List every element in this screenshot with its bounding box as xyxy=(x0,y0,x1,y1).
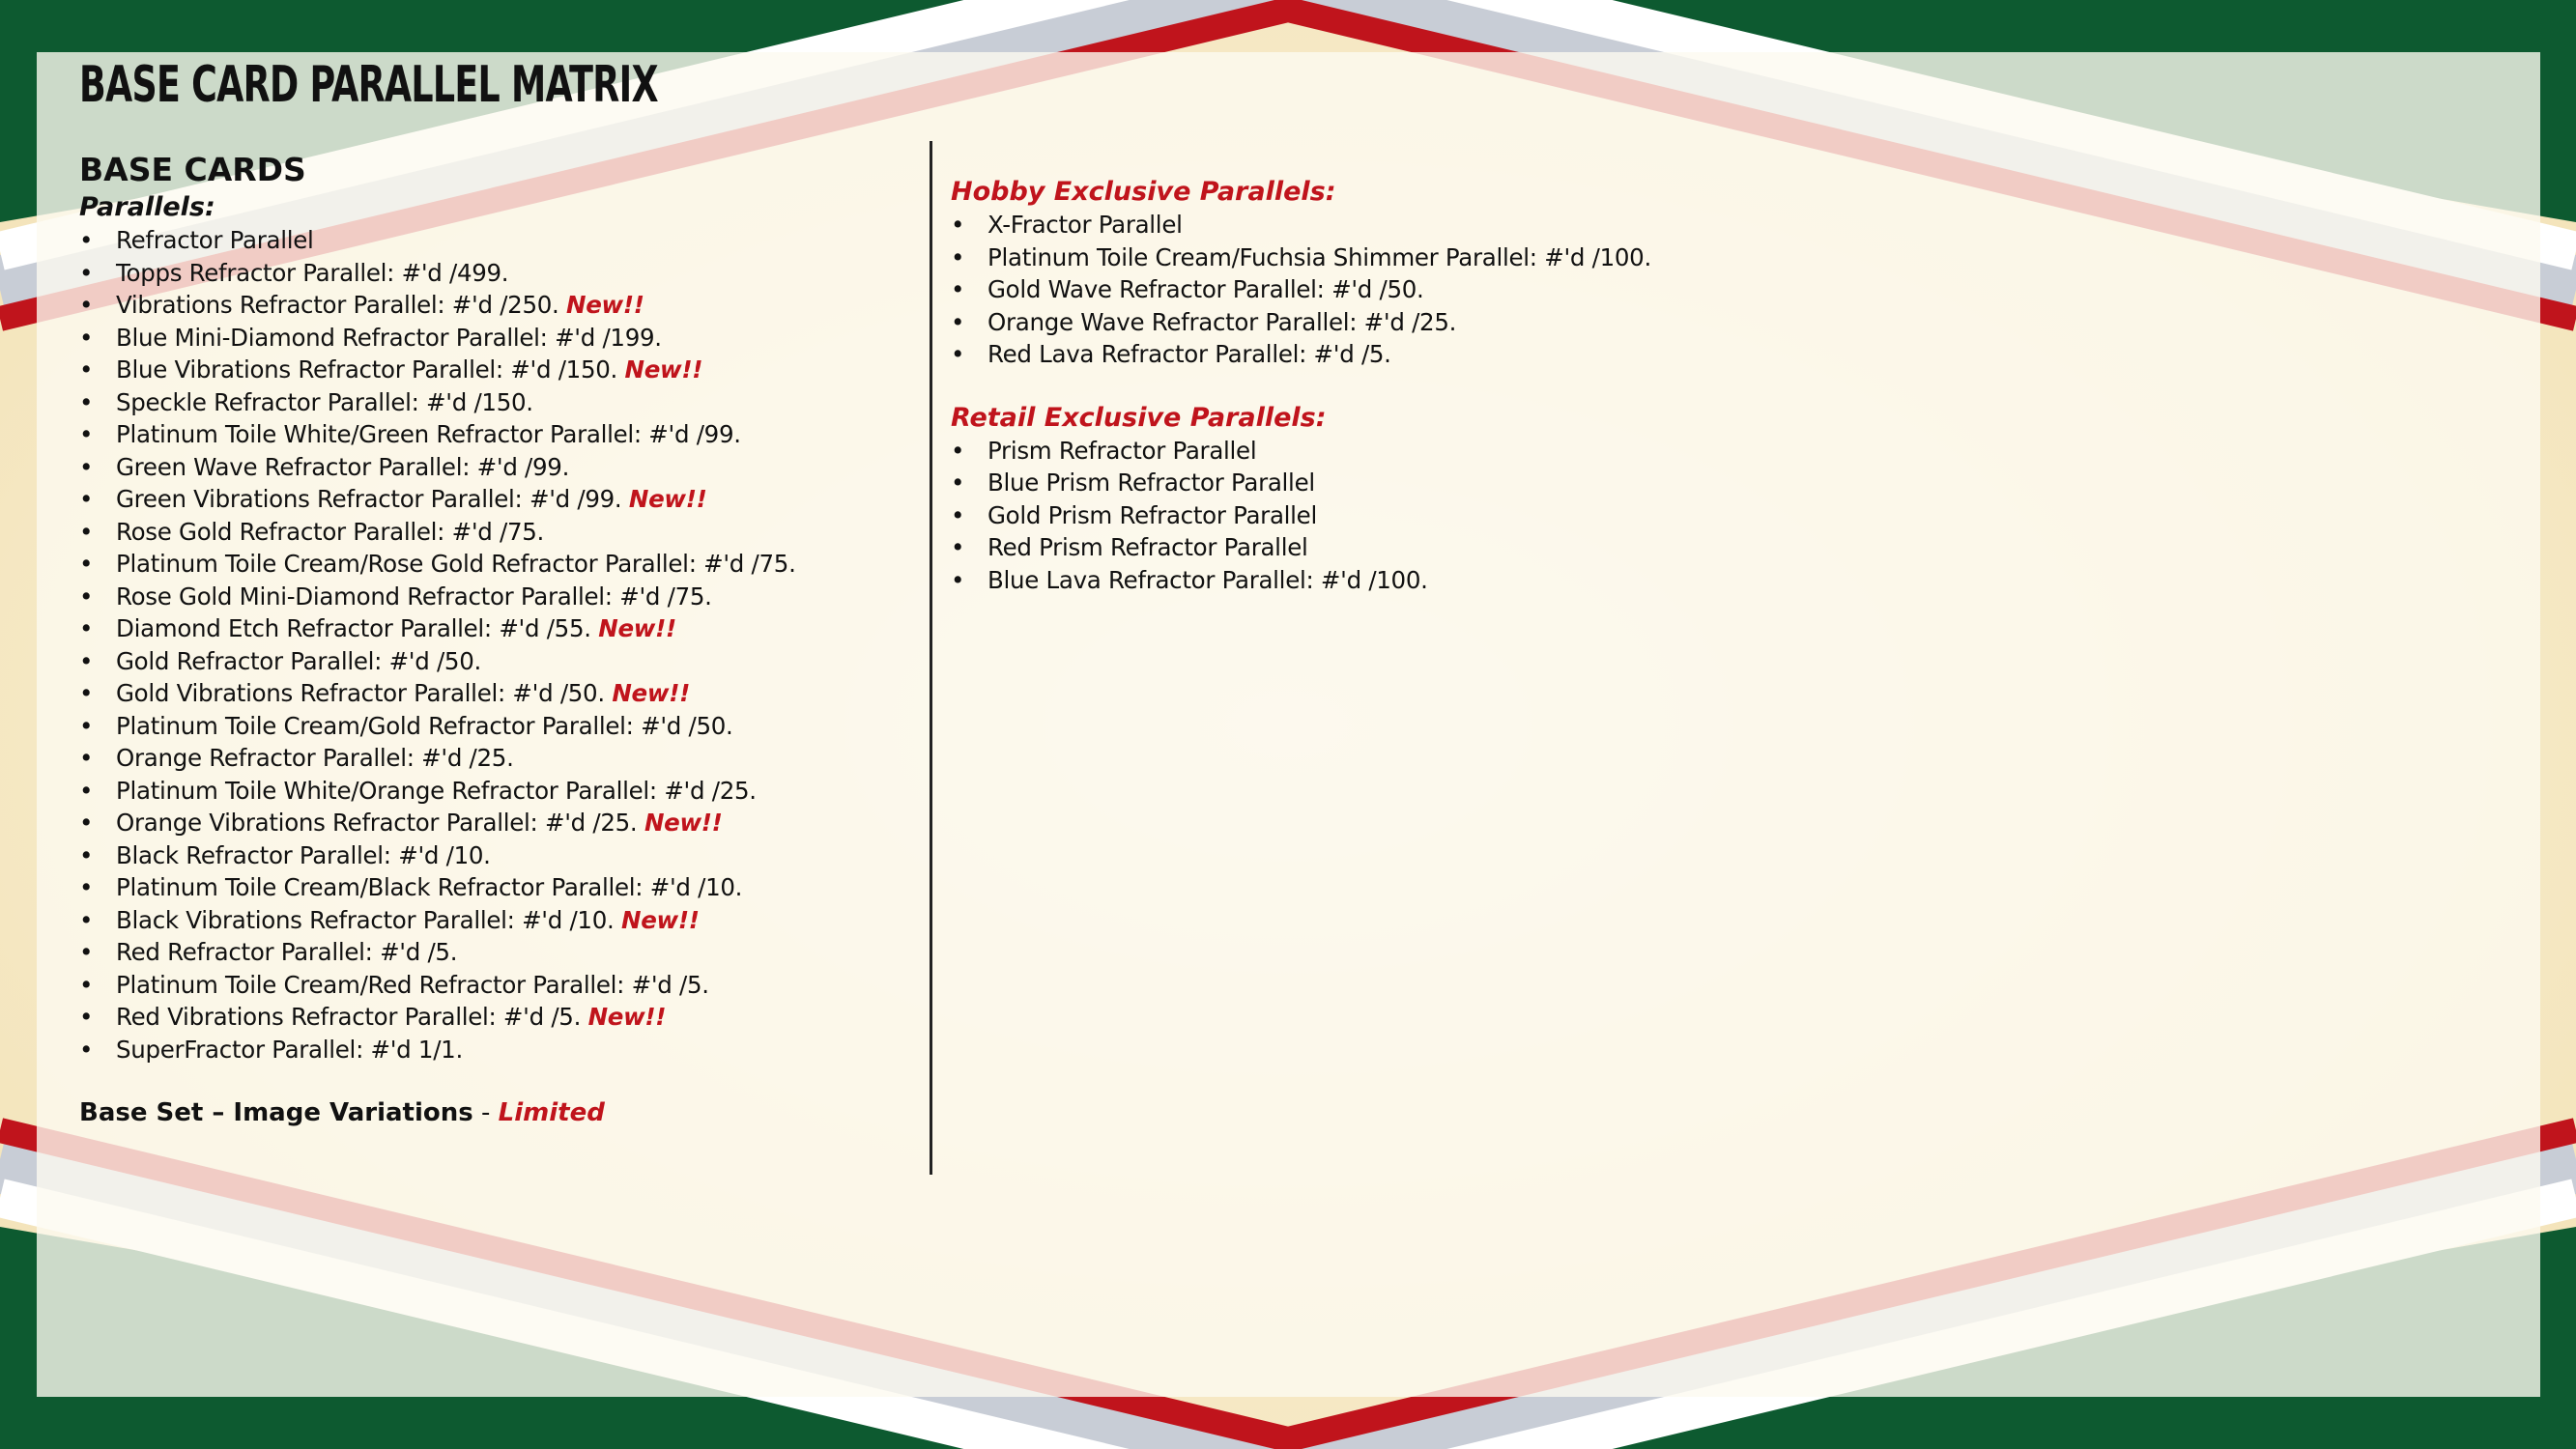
new-badge: New!! xyxy=(644,809,723,837)
list-item-text: Diamond Etch Refractor Parallel: #'d /55. xyxy=(116,614,591,642)
bullet-icon: • xyxy=(951,275,965,303)
bullet-icon: • xyxy=(79,744,94,772)
list-item xyxy=(79,581,910,613)
new-badge: New!! xyxy=(566,291,644,319)
bullet-icon: • xyxy=(79,1035,94,1064)
list-item-text: Gold Vibrations Refractor Parallel: #'d /50. xyxy=(116,679,605,707)
bullet-icon: • xyxy=(79,550,94,578)
bullet-icon: • xyxy=(79,1003,94,1031)
base-parallels-list xyxy=(79,224,910,1065)
list-item xyxy=(79,322,910,355)
list-item xyxy=(951,209,1917,242)
list-item-text: Red Refractor Parallel: #'d /5. xyxy=(116,938,458,966)
new-badge: New!! xyxy=(621,905,700,934)
list-item xyxy=(79,677,910,710)
list-item-text: Black Vibrations Refractor Parallel: #'d /10. xyxy=(116,905,615,934)
bullet-icon: • xyxy=(951,211,965,239)
list-item-text: Black Refractor Parallel: #'d /10. xyxy=(116,840,491,869)
list-item-text: Speckle Refractor Parallel: #'d /150. xyxy=(116,387,533,416)
list-item-text: Blue Mini-Diamond Refractor Parallel: #'d /199. xyxy=(116,323,662,352)
list-item xyxy=(79,612,910,645)
list-item-text: Prism Refractor Parallel xyxy=(987,436,1257,465)
bullet-icon: • xyxy=(79,582,94,611)
list-item xyxy=(79,807,910,839)
list-item-text: Orange Refractor Parallel: #'d /25. xyxy=(116,744,514,772)
parallels-subheading: Parallels: xyxy=(79,192,215,222)
bullet-icon: • xyxy=(79,711,94,740)
bullet-icon: • xyxy=(79,970,94,999)
bullet-icon: • xyxy=(79,679,94,707)
new-badge: New!! xyxy=(587,1003,667,1031)
list-item xyxy=(79,710,910,743)
bullet-icon: • xyxy=(79,905,94,934)
list-item xyxy=(951,306,1917,339)
list-item xyxy=(79,775,910,808)
list-item xyxy=(951,242,1917,274)
list-item-text: X-Fractor Parallel xyxy=(987,211,1183,239)
new-badge: New!! xyxy=(598,614,676,642)
list-item xyxy=(79,969,910,1002)
bullet-icon: • xyxy=(79,809,94,837)
bullet-icon: • xyxy=(79,614,94,642)
new-badge: New!! xyxy=(612,679,690,707)
list-item-text: Blue Vibrations Refractor Parallel: #'d /150. xyxy=(116,355,618,384)
list-item-text: Red Lava Refractor Parallel: #'d /5. xyxy=(987,340,1391,368)
list-item xyxy=(951,338,1917,371)
image-variations-line xyxy=(79,1096,910,1129)
list-item xyxy=(79,224,910,257)
bullet-icon: • xyxy=(79,938,94,966)
list-item-text: Orange Wave Refractor Parallel: #'d /25. xyxy=(987,307,1457,336)
bullet-icon: • xyxy=(79,355,94,384)
bullet-icon: • xyxy=(79,226,94,254)
list-item-text: Orange Vibrations Refractor Parallel: #'d /25. xyxy=(116,809,638,837)
bullet-icon: • xyxy=(79,646,94,675)
new-badge: New!! xyxy=(624,355,703,384)
list-item xyxy=(79,742,910,775)
list-item-text: Platinum Toile Cream/Red Refractor Parallel: #'d /5. xyxy=(116,970,709,999)
bullet-icon: • xyxy=(79,258,94,287)
image-variations-separator: - xyxy=(472,1098,499,1127)
list-item xyxy=(79,1034,910,1066)
list-item xyxy=(79,1001,910,1034)
list-item xyxy=(79,871,910,904)
bullet-icon: • xyxy=(79,387,94,416)
bullet-icon: • xyxy=(951,565,965,594)
list-item-text: Red Prism Refractor Parallel xyxy=(987,533,1308,561)
bullet-icon: • xyxy=(79,323,94,352)
list-item xyxy=(951,531,1917,564)
section-heading: BASE CARDS xyxy=(79,151,306,188)
list-item-text: Platinum Toile White/Orange Refractor Parallel: #'d /25. xyxy=(116,776,757,805)
list-item xyxy=(79,936,910,969)
column-divider xyxy=(930,141,932,1175)
list-item xyxy=(951,467,1917,499)
bullet-icon: • xyxy=(79,517,94,546)
list-item xyxy=(79,516,910,549)
bullet-icon: • xyxy=(951,500,965,529)
limited-tag: Limited xyxy=(498,1098,605,1127)
bullet-icon: • xyxy=(951,242,965,271)
list-item xyxy=(951,435,1917,468)
list-item xyxy=(79,257,910,290)
exclusive-parallels-column xyxy=(951,176,1917,596)
bullet-icon: • xyxy=(79,452,94,481)
list-item-text: Red Vibrations Refractor Parallel: #'d /5. xyxy=(116,1003,582,1031)
bullet-icon: • xyxy=(79,873,94,901)
list-item-text: Topps Refractor Parallel: #'d /499. xyxy=(116,258,509,287)
bullet-icon: • xyxy=(951,469,965,497)
list-item-text: Blue Lava Refractor Parallel: #'d /100. xyxy=(987,565,1428,594)
list-item xyxy=(79,839,910,872)
list-item-text: Vibrations Refractor Parallel: #'d /250. xyxy=(116,291,559,319)
list-item-text: Platinum Toile White/Green Refractor Parallel: #'d /99. xyxy=(116,420,741,448)
list-item-text: Gold Wave Refractor Parallel: #'d /50. xyxy=(987,275,1424,303)
bullet-icon: • xyxy=(951,307,965,336)
hobby-exclusive-heading: Hobby Exclusive Parallels: xyxy=(951,177,1336,207)
list-item-text: Platinum Toile Cream/Gold Refractor Parallel: #'d /50. xyxy=(116,711,733,740)
new-badge: New!! xyxy=(628,485,707,513)
list-item-text: Green Wave Refractor Parallel: #'d /99. xyxy=(116,452,570,481)
list-item xyxy=(79,548,910,581)
bullet-icon: • xyxy=(951,533,965,561)
base-cards-column xyxy=(79,149,910,1129)
list-item-text: Platinum Toile Cream/Fuchsia Shimmer Parallel: #'d /100. xyxy=(987,242,1651,271)
bullet-icon: • xyxy=(79,291,94,319)
bullet-icon: • xyxy=(79,776,94,805)
list-item-text: Refractor Parallel xyxy=(116,226,314,254)
list-item-text: Platinum Toile Cream/Black Refractor Parallel: #'d /10. xyxy=(116,873,743,901)
image-variations-label: Base Set – Image Variations xyxy=(79,1098,473,1127)
list-item xyxy=(79,483,910,516)
bullet-icon: • xyxy=(79,485,94,513)
list-item xyxy=(79,645,910,678)
list-item xyxy=(79,354,910,386)
retail-parallels-list xyxy=(951,435,1917,597)
bullet-icon: • xyxy=(951,340,965,368)
list-item xyxy=(79,451,910,484)
list-item-text: Green Vibrations Refractor Parallel: #'d /99. xyxy=(116,485,622,513)
list-item xyxy=(79,904,910,937)
list-item-text: Blue Prism Refractor Parallel xyxy=(987,469,1315,497)
page-title: BASE CARD PARALLEL MATRIX xyxy=(79,56,658,114)
retail-exclusive-heading: Retail Exclusive Parallels: xyxy=(951,402,1327,433)
bullet-icon: • xyxy=(79,840,94,869)
list-item xyxy=(79,386,910,419)
list-item xyxy=(951,273,1917,306)
list-item-text: Rose Gold Refractor Parallel: #'d /75. xyxy=(116,517,545,546)
bullet-icon: • xyxy=(951,436,965,465)
list-item-text: Gold Prism Refractor Parallel xyxy=(987,500,1317,529)
list-item xyxy=(951,564,1917,597)
hobby-parallels-list xyxy=(951,209,1917,371)
list-item xyxy=(79,289,910,322)
list-item-text: Gold Refractor Parallel: #'d /50. xyxy=(116,646,481,675)
list-item xyxy=(79,418,910,451)
list-item-text: Rose Gold Mini-Diamond Refractor Parallel: #'d /75. xyxy=(116,582,712,611)
list-item-text: Platinum Toile Cream/Rose Gold Refractor Parallel: #'d /75. xyxy=(116,550,796,578)
bullet-icon: • xyxy=(79,420,94,448)
list-item xyxy=(951,499,1917,532)
list-item-text: SuperFractor Parallel: #'d 1/1. xyxy=(116,1035,463,1064)
